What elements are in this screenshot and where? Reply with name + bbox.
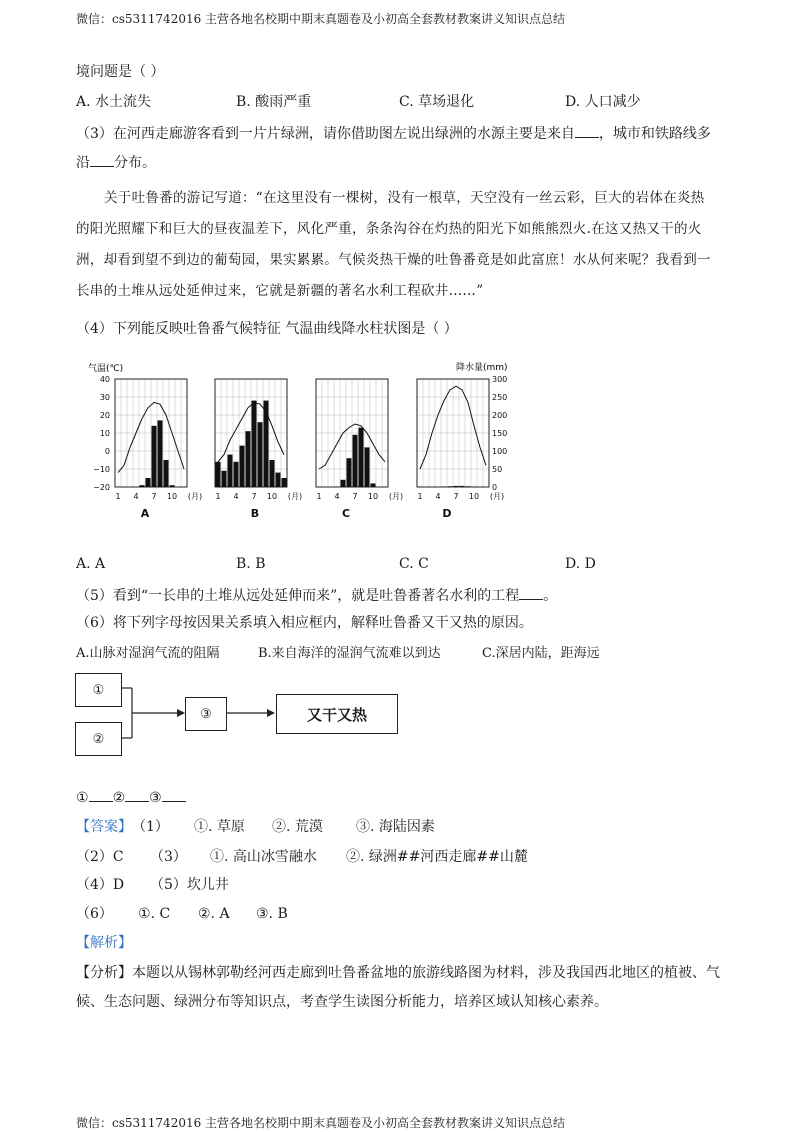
analysis-line-2: 候、生态问题、绿洲分布等知识点，考查学生读图分析能力，培养区域认知核心素养。 (76, 994, 608, 1010)
climate-chart-d (417, 379, 489, 487)
answer-1-num: （1） (132, 819, 169, 835)
analysis-prefix: 【分析】 (76, 965, 132, 981)
precip-bar (276, 473, 281, 487)
answer-3-a: ①. 高山冰雪融水 (210, 849, 317, 865)
month-tick-label: 4 (133, 492, 139, 501)
q3-text-1: （3）在河西走廊游客看到一片片绿洲，请你借助图左说出绿洲的水源主要是来自 (76, 126, 575, 142)
precip-bar (365, 447, 370, 487)
month-tick-label: 10 (266, 492, 278, 501)
month-tick-label: 4 (233, 492, 239, 501)
precip-bar (140, 485, 145, 487)
q5-line (76, 586, 557, 605)
month-unit-label: (月) (489, 492, 505, 501)
analysis-text-1: 本题以从锡林郭勒经河西走廊到吐鲁番盆地的旅游线路图为材料，涉及我国西北地区的植被、气 (132, 965, 720, 981)
climate-charts-figure (80, 355, 520, 525)
q3-text-3: 沿 (76, 155, 90, 171)
page-footer: 微信：cs5311742016 主营各地名校期中期末真题卷及小初高全套教材教案讲义知识点总结 (76, 1116, 566, 1130)
precip-bar (152, 426, 157, 487)
q4-stem: （4）下列能反映吐鲁番气候特征 气温曲线降水柱状图是（ ） (76, 321, 458, 337)
precip-bar (252, 401, 257, 487)
passage-line-4: 长串的土堆从远处延伸过来，它就是新疆的著名水利工程砍井……” (76, 283, 484, 299)
precip-bar (216, 462, 221, 487)
precip-bar (353, 435, 358, 487)
month-unit-label: (月) (187, 492, 203, 501)
diagram-result-box: 又干又热 (276, 694, 398, 734)
q6-blank-3 (162, 788, 186, 802)
q4-option-c: C. C (399, 556, 429, 572)
q6-blank-2 (125, 788, 149, 802)
precip-bar (341, 480, 346, 487)
temp-tick-label: −10 (93, 465, 110, 474)
month-tick-label: 7 (151, 492, 157, 501)
panel-label: B (250, 507, 260, 520)
precip-bar (460, 486, 465, 487)
analysis-line-1 (76, 964, 720, 982)
precip-tick-label: 200 (492, 411, 508, 420)
precip-tick-label: 150 (492, 429, 508, 438)
answer-5: （5）坎儿井 (150, 877, 229, 893)
q4-option-d: D. D (565, 556, 596, 572)
precip-tick-label: 0 (492, 483, 498, 492)
temp-tick-label: 0 (104, 447, 110, 456)
temp-tick-label: 40 (99, 375, 110, 384)
month-tick-label: 1 (215, 492, 221, 501)
answer-1-a: ①. 草原 (194, 819, 245, 835)
precip-tick-label: 250 (492, 393, 508, 402)
q2-stem-tail: 境问题是（ ） (76, 64, 165, 80)
answer-1-c: ③. 海陆因素 (356, 819, 435, 835)
precip-bar (371, 483, 376, 487)
q5-text: （5）看到“一长串的土堆从远处延伸而来”，就是吐鲁番著名水利的工程 (76, 588, 520, 604)
page-header: 微信：cs5311742016 主营各地名校期中期末真题卷及小初高全套教材教案讲义知识点总结 (76, 12, 566, 26)
precip-bar (228, 455, 233, 487)
answer-2: （2）C (76, 849, 124, 865)
precip-bar (164, 460, 169, 487)
month-tick-label: 7 (453, 492, 459, 501)
panel-label: C (341, 507, 351, 520)
answer-6-num: （6） (76, 906, 113, 922)
panel-label: D (442, 507, 452, 520)
diagram-box-2: ② (75, 722, 122, 756)
q3-blank-2 (90, 153, 114, 167)
q6-fill-1: ① (76, 790, 89, 806)
q3-text-4: 分布。 (114, 155, 156, 171)
precip-bar (347, 458, 352, 487)
arrowhead-2 (267, 709, 275, 717)
month-tick-label: 10 (367, 492, 379, 501)
q3-line1 (76, 124, 711, 143)
answer-1-b: ②. 荒漠 (272, 819, 323, 835)
precip-bar (466, 486, 471, 487)
q4-option-b: B. B (236, 556, 266, 572)
precip-tick-label: 50 (492, 465, 503, 474)
month-tick-label: 7 (251, 492, 257, 501)
answer-4: （4）D (76, 877, 125, 893)
temp-axis-title: 气温(℃) (88, 364, 124, 374)
precip-bar (258, 422, 263, 487)
q6-choice-b: B.来自海洋的湿润气流难以到达 (258, 646, 441, 661)
q4-option-a: A. A (76, 556, 106, 572)
q2-option-a: A. 水土流失 (76, 94, 152, 110)
q5-tail: 。 (543, 588, 558, 604)
precip-bar (158, 420, 163, 487)
passage-line-2: 的阳光照耀下和巨大的昼夜温差下，风化严重，条条沟谷在灼热的阳光下如熊熊烈火.在这又热又干的火 (76, 221, 702, 237)
month-unit-label: (月) (388, 492, 404, 501)
precip-bar (282, 478, 287, 487)
temp-tick-label: 10 (99, 429, 110, 438)
precip-tick-label: 100 (492, 447, 508, 456)
q6-stem: （6）将下列字母按因果关系填入相应框内，解释吐鲁番又干又热的原因。 (76, 615, 533, 631)
precip-bar (146, 478, 151, 487)
q3-line2 (76, 153, 156, 172)
precip-bar (270, 460, 275, 487)
month-tick-label: 7 (352, 492, 358, 501)
analysis-label: 【解析】 (76, 935, 132, 951)
passage-line-1: 关于吐鲁番的游记写道：“在这里没有一棵树，没有一根草，天空没有一丝云彩，巨大的岩体在炎热 (104, 190, 705, 206)
q5-blank (519, 586, 543, 600)
answer-6-c: ③. B (256, 906, 288, 922)
answer-3-b: ②. 绿洲##河西走廊##山麓 (346, 849, 528, 865)
precip-bar (240, 446, 245, 487)
answer-label: 【答案】 (76, 819, 132, 835)
temp-tick-label: −20 (93, 483, 110, 492)
diagram-box-3: ③ (185, 697, 227, 731)
precip-bar (234, 462, 239, 487)
answer-3-num: （3） (150, 849, 187, 865)
q6-fill-line (76, 788, 186, 807)
climate-chart-c (316, 379, 388, 487)
temp-tick-label: 30 (99, 393, 110, 402)
q3-text-2: ，城市和铁路线多 (598, 126, 711, 142)
arrowhead-1 (177, 709, 185, 717)
q6-choice-c: C.深居内陆，距海远 (482, 646, 600, 661)
precip-tick-label: 300 (492, 375, 508, 384)
month-tick-label: 1 (115, 492, 121, 501)
precip-bar (170, 485, 175, 487)
month-unit-label: (月) (287, 492, 303, 501)
q6-fill-3: ③ (149, 790, 162, 806)
month-tick-label: 10 (166, 492, 178, 501)
q2-option-b: B. 酸雨严重 (236, 94, 312, 110)
precip-bar (454, 486, 459, 487)
q3-blank-1 (575, 124, 599, 138)
precip-bar (246, 431, 251, 487)
answer-6-a: ①. C (138, 906, 171, 922)
q6-fill-2: ② (112, 790, 126, 806)
passage-line-3: 洲，却看到望不到边的葡萄园，果实累累。气候炎热干燥的吐鲁番竟是如此富庶！水从何来呢？我看到一 (76, 252, 711, 268)
q6-choice-a: A.山脉对湿润气流的阻隔 (76, 646, 220, 661)
precip-bar (359, 428, 364, 487)
q2-option-c: C. 草场退化 (399, 94, 475, 110)
climate-chart-b (215, 379, 287, 487)
climate-chart-a (115, 379, 187, 487)
q2-option-d: D. 人口减少 (565, 94, 641, 110)
diagram-box-1: ① (75, 673, 122, 707)
answer-6-b: ②. A (198, 906, 230, 922)
q6-blank-1 (89, 788, 113, 802)
month-tick-label: 4 (435, 492, 441, 501)
month-tick-label: 1 (417, 492, 423, 501)
month-tick-label: 10 (468, 492, 480, 501)
precip-bar (222, 471, 227, 487)
precip-bar (264, 401, 269, 487)
month-tick-label: 1 (316, 492, 322, 501)
panel-label: A (140, 507, 150, 520)
precip-axis-title: 降水量(mm) (456, 363, 508, 373)
precip-bar (448, 486, 453, 487)
month-tick-label: 4 (334, 492, 340, 501)
temp-tick-label: 20 (99, 411, 110, 420)
